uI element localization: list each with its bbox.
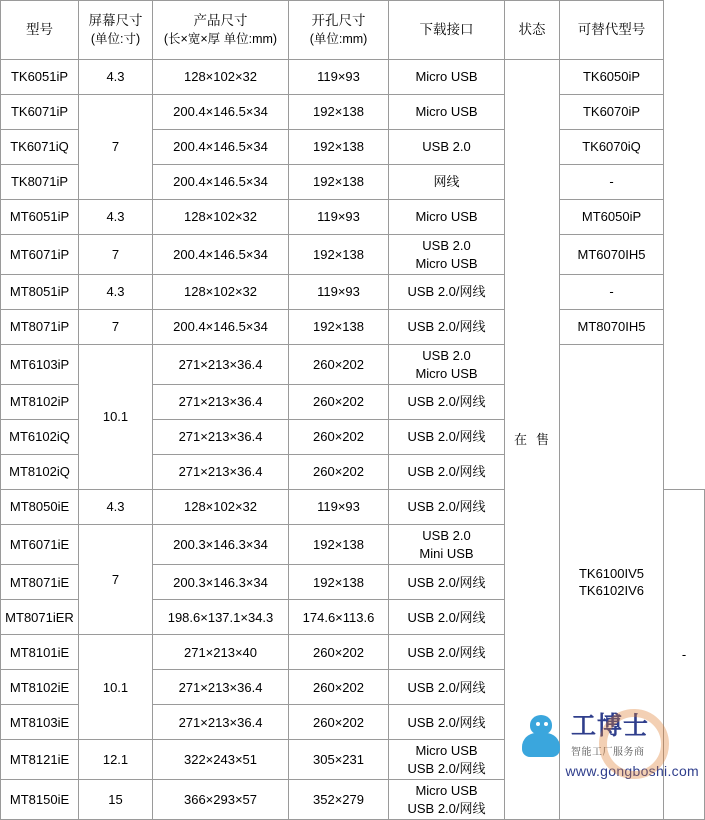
cell-product-size: 200.3×146.3×34 (153, 565, 289, 600)
cell-screen-size: 7 (79, 95, 153, 200)
cell-cutout-size: 260×202 (289, 705, 389, 740)
column-header-status-main: 状态 (518, 21, 546, 37)
cell-cutout-size: 352×279 (289, 780, 389, 820)
cell-download-interface: USB 2.0/网线 (389, 310, 505, 345)
cell-product-size: 322×243×51 (153, 740, 289, 780)
cell-download-interface: Micro USB USB 2.0/网线 (389, 740, 505, 780)
cell-screen-size: 7 (79, 310, 153, 345)
cell-cutout-size: 260×202 (289, 420, 389, 455)
cell-product-size: 200.4×146.5×34 (153, 130, 289, 165)
cell-alternative-model: MT6070IH5 (560, 235, 664, 275)
cell-alternative-model: TK6100IV5 TK6102IV6 (560, 345, 664, 820)
cell-download-interface: Micro USB (389, 200, 505, 235)
column-header-product-size (153, 1, 289, 60)
cell-download-interface: USB 2.0/网线 (389, 635, 505, 670)
table-row (1, 200, 705, 235)
cell-download-interface: USB 2.0/网线 (389, 385, 505, 420)
cell-cutout-size: 192×138 (289, 310, 389, 345)
cell-screen-size: 10.1 (79, 345, 153, 490)
column-header-download-interface (389, 1, 505, 60)
watermark-url: www.gongboshi.com (565, 763, 699, 779)
cell-status: 在 售 (505, 60, 560, 820)
cell-alternative-model: MT6050iP (560, 200, 664, 235)
cell-model: MT8150iE (1, 780, 79, 820)
cell-cutout-size: 192×138 (289, 95, 389, 130)
column-header-cutout-size-sub: (单位:mm) (309, 31, 368, 46)
cell-download-interface: USB 2.0 Mini USB (389, 525, 505, 565)
cell-model: MT8102iQ (1, 455, 79, 490)
cell-model: MT8050iE (1, 490, 79, 525)
cell-screen-size: 15 (79, 780, 153, 820)
table-body (1, 60, 705, 820)
cell-cutout-size: 260×202 (289, 345, 389, 385)
cell-product-size: 271×213×36.4 (153, 670, 289, 705)
cell-alternative-model: - (664, 490, 705, 820)
cell-cutout-size: 119×93 (289, 200, 389, 235)
cell-model: TK6051iP (1, 60, 79, 95)
watermark-tagline: 智能工厂服务商 (571, 747, 645, 758)
cell-product-size: 128×102×32 (153, 275, 289, 310)
cell-download-interface: USB 2.0 Micro USB (389, 345, 505, 385)
cell-alternative-model: TK6070iP (560, 95, 664, 130)
cell-model: TK6071iP (1, 95, 79, 130)
cell-download-interface: USB 2.0/网线 (389, 275, 505, 310)
cell-model: MT6051iP (1, 200, 79, 235)
cell-cutout-size: 260×202 (289, 385, 389, 420)
cell-model: MT8103iE (1, 705, 79, 740)
cell-model: TK6071iQ (1, 130, 79, 165)
cell-screen-size: 12.1 (79, 740, 153, 780)
cell-model: MT8102iE (1, 670, 79, 705)
cell-model: MT6102iQ (1, 420, 79, 455)
cell-product-size: 271×213×36.4 (153, 420, 289, 455)
cell-download-interface: USB 2.0/网线 (389, 600, 505, 635)
cell-download-interface: Micro USB (389, 60, 505, 95)
cell-model: MT8051iP (1, 275, 79, 310)
cell-screen-size: 4.3 (79, 60, 153, 95)
cell-model: MT8101iE (1, 635, 79, 670)
cell-product-size: 128×102×32 (153, 200, 289, 235)
cell-cutout-size: 192×138 (289, 165, 389, 200)
cell-model: MT6071iE (1, 525, 79, 565)
cell-cutout-size: 119×93 (289, 275, 389, 310)
cell-screen-size: 4.3 (79, 200, 153, 235)
cell-product-size: 128×102×32 (153, 490, 289, 525)
cell-product-size: 200.4×146.5×34 (153, 310, 289, 345)
cell-download-interface: Micro USB USB 2.0/网线 (389, 780, 505, 820)
cell-product-size: 271×213×36.4 (153, 345, 289, 385)
cell-alternative-model: MT8070IH5 (560, 310, 664, 345)
table-row (1, 235, 705, 275)
cell-download-interface: USB 2.0/网线 (389, 490, 505, 525)
table-row (1, 275, 705, 310)
cell-product-size: 271×213×36.4 (153, 705, 289, 740)
cell-cutout-size: 119×93 (289, 60, 389, 95)
table-row (1, 310, 705, 345)
cell-screen-size: 4.3 (79, 275, 153, 310)
cell-product-size: 200.4×146.5×34 (153, 95, 289, 130)
cell-product-size: 271×213×40 (153, 635, 289, 670)
watermark-brand: 工博士 (571, 712, 650, 740)
column-header-product-size-main: 产品尺寸 (193, 13, 248, 29)
column-header-cutout-size-main: 开孔尺寸 (311, 13, 366, 29)
cell-download-interface: USB 2.0/网线 (389, 705, 505, 740)
cell-alternative-model: - (560, 165, 664, 200)
cell-product-size: 128×102×32 (153, 60, 289, 95)
column-header-screen-size (79, 1, 153, 60)
cell-model: MT6071iP (1, 235, 79, 275)
column-header-cutout-size (289, 1, 389, 60)
cell-model: MT8102iP (1, 385, 79, 420)
cell-product-size: 366×293×57 (153, 780, 289, 820)
cell-cutout-size: 192×138 (289, 525, 389, 565)
cell-download-interface: USB 2.0 (389, 130, 505, 165)
cell-screen-size: 10.1 (79, 635, 153, 740)
column-header-model-main: 型号 (26, 21, 53, 37)
cell-cutout-size: 192×138 (289, 565, 389, 600)
cell-cutout-size: 192×138 (289, 130, 389, 165)
table-header-row (1, 1, 705, 60)
cell-screen-size: 7 (79, 235, 153, 275)
cell-alternative-model: TK6070iQ (560, 130, 664, 165)
cell-cutout-size: 174.6×113.6 (289, 600, 389, 635)
column-header-product-size-sub: (长×宽×厚 单位:mm) (163, 31, 278, 46)
cell-product-size: 200.4×146.5×34 (153, 235, 289, 275)
cell-download-interface: USB 2.0 Micro USB (389, 235, 505, 275)
cell-alternative-model: - (560, 275, 664, 310)
table-row (1, 345, 705, 385)
cell-cutout-size: 260×202 (289, 635, 389, 670)
cell-cutout-size: 260×202 (289, 670, 389, 705)
cell-model: MT8071iP (1, 310, 79, 345)
cell-alternative-model: TK6050iP (560, 60, 664, 95)
cell-cutout-size: 305×231 (289, 740, 389, 780)
cell-product-size: 198.6×137.1×34.3 (153, 600, 289, 635)
cell-cutout-size: 260×202 (289, 455, 389, 490)
cell-download-interface: Micro USB (389, 95, 505, 130)
cell-cutout-size: 119×93 (289, 490, 389, 525)
column-header-download-interface-main: 下载接口 (419, 21, 474, 37)
cell-product-size: 200.4×146.5×34 (153, 165, 289, 200)
cell-model: MT8121iE (1, 740, 79, 780)
cell-download-interface: USB 2.0/网线 (389, 455, 505, 490)
table-row (1, 95, 705, 130)
column-header-status (505, 1, 560, 60)
cell-cutout-size: 192×138 (289, 235, 389, 275)
column-header-alternative-model-main: 可替代型号 (577, 21, 646, 37)
cell-screen-size: 7 (79, 525, 153, 635)
cell-model: MT8071iE (1, 565, 79, 600)
cell-download-interface: USB 2.0/网线 (389, 670, 505, 705)
cell-model: MT8071iER (1, 600, 79, 635)
table-header (1, 1, 705, 60)
cell-model: TK8071iP (1, 165, 79, 200)
column-header-model (1, 1, 79, 60)
cell-screen-size: 4.3 (79, 490, 153, 525)
cell-product-size: 271×213×36.4 (153, 385, 289, 420)
cell-download-interface: 网线 (389, 165, 505, 200)
table-row (1, 60, 705, 95)
cell-model: MT6103iP (1, 345, 79, 385)
cell-product-size: 271×213×36.4 (153, 455, 289, 490)
column-header-screen-size-sub: (单位:寸) (90, 31, 141, 46)
cell-download-interface: USB 2.0/网线 (389, 565, 505, 600)
column-header-alternative-model (560, 1, 664, 60)
column-header-screen-size-main: 屏幕尺寸 (88, 13, 143, 29)
cell-download-interface: USB 2.0/网线 (389, 420, 505, 455)
cell-product-size: 200.3×146.3×34 (153, 525, 289, 565)
